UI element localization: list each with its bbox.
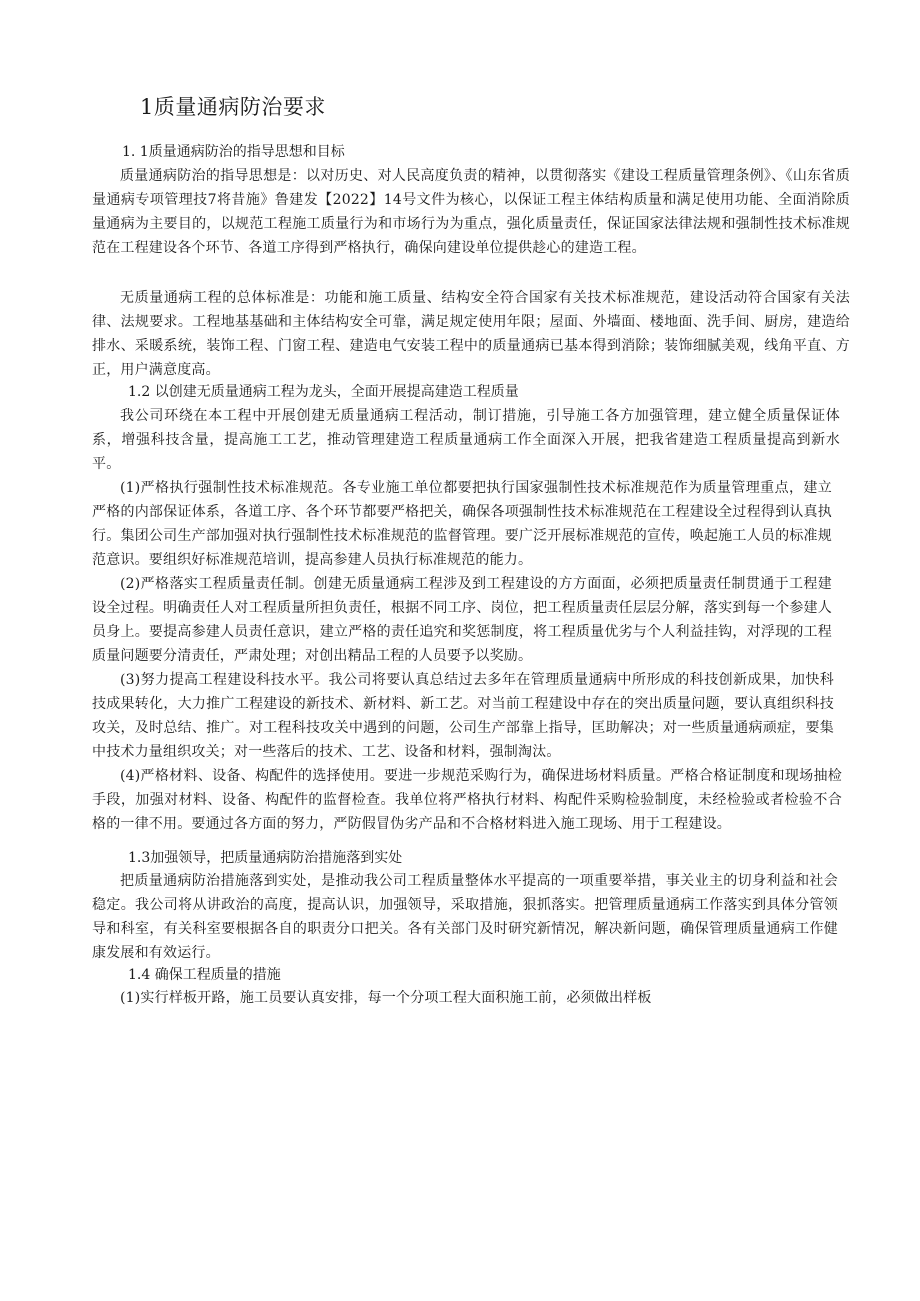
paragraph: (1)实行样板开路，施工员要认真安排，每一个分项工程大面积施工前，必须做出样板 — [120, 990, 652, 1006]
paragraph: 无质量通病工程的总体标准是：功能和施工质量、结构安全符合国家有关技术标准规范，建设活动符合国家有关法律、法规要求。工程地基基础和主体结构安全可靠，满足规定使用年限；屋面、外墙面、楼地面、洗手间、厨房，建造给排水、采暖系统，装饰工程、门窗工程、建造电气安装工程中的质量通病已基本得到消除；装饰细腻美观，线角平直、方正，用户满意度高。 — [92, 290, 850, 378]
paragraph: (4)严格材料、设备、构配件的选择使用。要进一步规范采购行为，确保进场材料质量。严格合格证制度和现场抽检手段，加强对材料、设备、构配件的监督检查。我单位将严格执行材料、构配件采购检验制度，未经检验或者检验不合格的一律不用。要通过各方面的努力，严防假冒伪劣产品和不合格材料进入施工现场、用于工程建设。 — [92, 768, 842, 832]
paragraph: (3)努力提高工程建设科技水平。我公司将要认真总结过去多年在管理质量通病中所形成的科技创新成果，加快科技成果转化，大力推广工程建设的新技术、新材料、新工艺。对当前工程建设中存在的突出质量问题，要认真组织科技攻关，及时总结、推广。对工程科技攻关中遇到的问题，公司生产部靠上指导，匡助解决；对一些质量通病顽症，要集中技术力量组织攻关；对一些落后的技术、工艺、设备和材料，强制淘汰。 — [92, 672, 834, 760]
paragraph: 质量通病防治的指导思想是：以对历史、对人民高度负责的精神，以贯彻落实《建设工程质量管理条例》、《山东省质量通病专项管理技7将昔施》鲁建发【2022】14号文件为核心，以保证工程主体结构质量和满足使用功能、全面消除质量通病为主要目的，以规范工程施工质量行为和市场行为为重点，强化质量责任，保证国家法律法规和强制性技术标准规范在工程建设各个环节、各道工序得到严格执行，确保向建设单位提供趁心的建造工程。 — [92, 168, 850, 256]
paragraph: (1)严格执行强制性技术标准规范。各专业施工单位都要把执行国家强制性技术标准规范作为质量管理重点，建立严格的内部保证体系，各道工序、各个环节都要严格把关，确保各项强制性技术标准规范在工程建设全过程得到认真执行。集团公司生产部加强对执行强制性技术标准规范的监督管理。要广泛开展标准规范的宣传，唤起施工人员的标准规范意识。要组织好标准规范培训，提高参建人员执行标准规范的能力。 — [92, 480, 832, 568]
paragraph: (2)严格落实工程质量责任制。创建无质量通病工程涉及到工程建设的方方面面，必须把质量责任制贯通于工程建设全过程。明确责任人对工程质量所担负责任，根据不同工序、岗位，把工程质量责任层层分解，落实到每一个参建人员身上。要提高参建人员责任意识，建立严格的责任追究和奖惩制度，将工程质量优劣与个人利益挂钩，对浮现的工程质量问题要分清责任，严肃处理；对创出精品工程的人员要予以奖励。 — [92, 576, 832, 664]
section-heading-1-1: 1. 1质量通病防治的指导思想和目标 — [122, 144, 345, 160]
paragraph: 把质量通病防治措施落到实处，是推动我公司工程质量整体水平提高的一项重要举措，事关业主的切身利益和社会稳定。我公司将从讲政治的高度，提高认识，加强领导，采取措施，狠抓落实。把管理质量通病工作落实到具体分管领导和科室，有关科室要根据各自的职责分口把关。各有关部门及时研究新情况，解决新问题，确保管理质量通病工作健康发展和有效运行。 — [92, 873, 838, 961]
section-heading-1-4: 1.4 确保工程质量的措施 — [128, 967, 281, 983]
section-heading-1-2: 1.2 以创建无质量通病工程为龙头，全面开展提高建造工程质量 — [128, 384, 519, 400]
page-title: 1质量通病防治要求 — [140, 95, 326, 119]
paragraph: 我公司环绕在本工程中开展创建无质量通病工程活动，制订措施，引导施工各方加强管理，建立健全质量保证体系，增强科技含量，提高施工工艺，推动管理建造工程质量通病工作全面深入开展，把我省建造工程质量提高到新水平。 — [92, 408, 840, 472]
section-heading-1-3: 1.3加强领导，把质量通病防治措施落到实处 — [128, 850, 403, 866]
